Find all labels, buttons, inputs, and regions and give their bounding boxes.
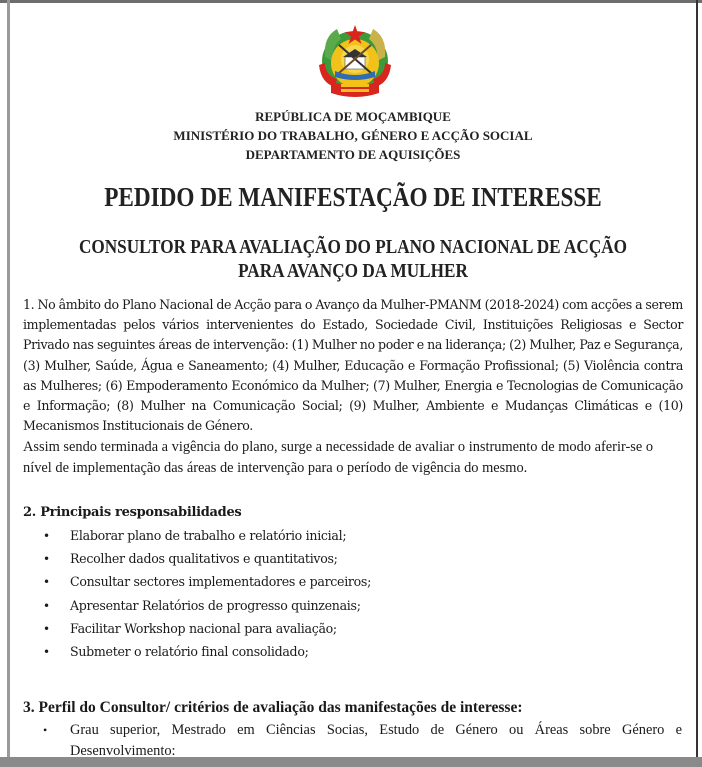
list-item — [43, 526, 371, 549]
section-1-paragraph: 1. No âmbito do Plano Nacional de Acção para o Avanço da Mulher-PMANM (2018-2024) com acções a serem implementadas pelos vários intervenientes do Estado, Sociedade Civil, Instituições Religiosas e Sector Privado nas seguintes áreas de intervenção: (1) Mulher no poder e na liderança; (2) Mulher, Paz e Segurança, (3) Mulher, Saúde, Água e Saneamento; (4) Mulher, Educação e Formação Profissional; (5) Violência contra as Mulheres; (6) Empoderamento Económico da Mulher; (7) Mulher, Energia e Tecnologias de Comunicação e Informação; (8) Mulher na Comunicação Social; (9) Mulher, Ambiente e Mudanças Climáticas e (10) Mecanismos Institucionais de Género. — [23, 297, 683, 434]
country-name: REPÚBLICA DE MOÇAMBIQUE — [255, 109, 451, 124]
bullet-icon: • — [43, 529, 50, 543]
page-right-border — [696, 0, 698, 757]
coat-of-arms-icon — [315, 17, 395, 99]
list-item-text: Submeter o relatório final consolidado; — [70, 643, 309, 659]
department-name: DEPARTAMENTO DE AQUISIÇÕES — [245, 147, 461, 162]
section-3-heading: 3. Perfil do Consultor/ critérios de avaliação das manifestações de interesse: — [23, 699, 523, 716]
list-item-text: Apresentar Relatórios de progresso quinzenais; — [70, 597, 361, 613]
ministry-name: MINISTÉRIO DO TRABALHO, GÉNERO E ACÇÃO SOCIAL — [173, 128, 533, 143]
list-item — [43, 549, 371, 572]
list-item — [43, 720, 683, 757]
subtitle-line-1: CONSULTOR PARA AVALIAÇÃO DO PLANO NACIONAL DE ACÇÃO — [78, 236, 628, 258]
list-item — [43, 572, 371, 595]
bullet-icon: • — [43, 598, 50, 613]
list-item-text: Grau superior, Mestrado em Ciências Socias, Estudo de Género ou Áreas sobre Género e Desenvolvimento: — [70, 722, 682, 757]
responsibilities-list — [43, 526, 371, 665]
list-item-text: Recolher dados qualitativos e quantitativos; — [70, 551, 338, 567]
section-2-heading: 2. Principais responsabilidades — [23, 505, 242, 520]
document-page — [10, 3, 696, 757]
section-1-paragraph-2: Assim sendo terminada a vigência do plano, surge a necessidade de avaliar o instrumento de modo aferir-se o nível de implementação das áreas de intervenção para o período de vigência do mesmo. — [23, 439, 654, 476]
bullet-icon: • — [43, 723, 48, 737]
bullet-icon: • — [43, 621, 50, 636]
bullet-icon: • — [43, 644, 50, 659]
list-item-text: Elaborar plano de trabalho e relatório inicial; — [70, 528, 347, 543]
viewer-bottom-bar — [0, 757, 702, 767]
bullet-icon: • — [43, 552, 50, 567]
subtitle-line-2: PARA AVANÇO DA MULHER — [238, 260, 468, 282]
list-item-text: Consultar sectores implementadores e parceiros; — [70, 574, 372, 590]
list-item — [43, 619, 371, 642]
bullet-icon: • — [43, 575, 50, 590]
list-item — [43, 596, 371, 619]
document-title: PEDIDO DE MANIFESTAÇÃO DE INTERESSE — [104, 182, 602, 212]
list-item-text: Facilitar Workshop nacional para avaliação; — [70, 620, 337, 636]
list-item — [43, 642, 371, 665]
